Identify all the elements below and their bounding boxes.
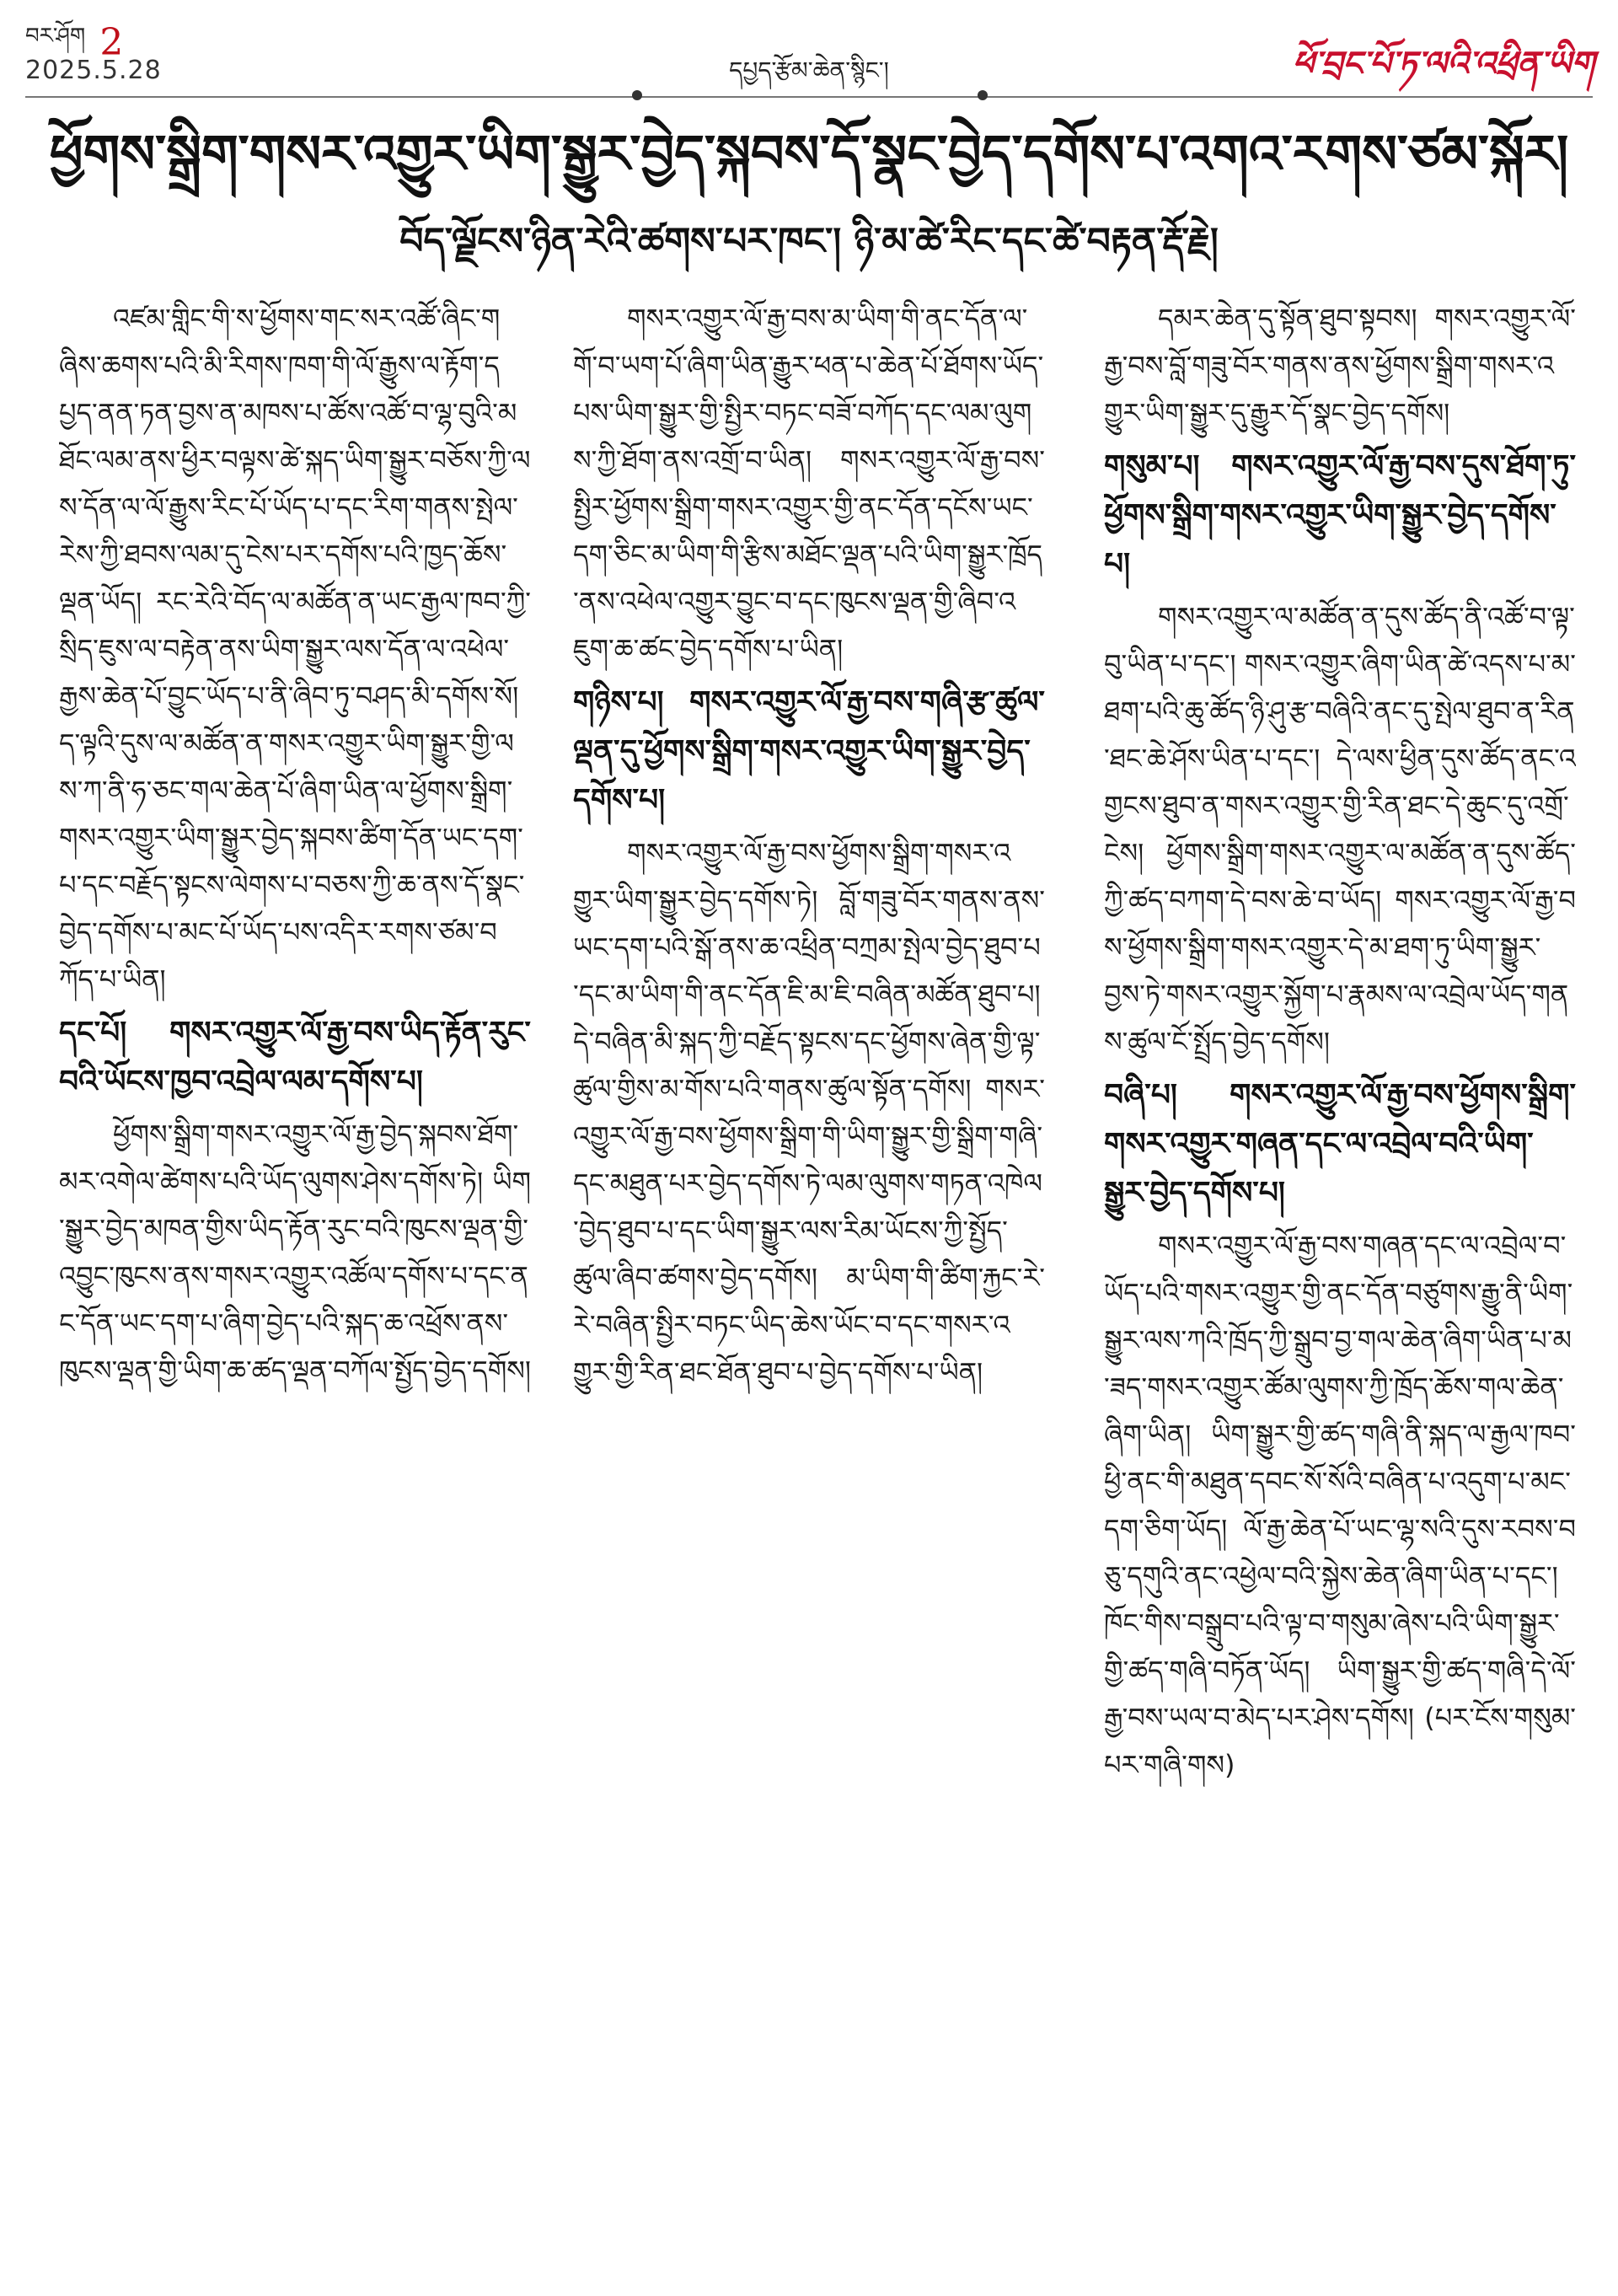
text-column-3 [1104, 295, 1576, 2284]
text-column-2 [573, 295, 1045, 2284]
page-number: 2 [99, 21, 124, 64]
section-name: དཔྱད་རྩོམ་ཆེན་སྙིང་། [729, 56, 889, 84]
text-column-1 [59, 295, 531, 2284]
paragraph [1104, 1222, 1576, 1789]
divider-dot-right [978, 90, 988, 100]
section-heading: བཞི་པ། གསར་འགྱུར་ལོ་རྒྱ་བས་ཕྱོགས་སྒྲིག་གསར་འགྱུར་གཞན་དང་ལ་འབྲེལ་བའི་ཡིག་སྒྱུར་བྱེད་དགོས་པ། [1104, 1077, 1576, 1210]
issue-date: 2025.5.28 [25, 56, 162, 85]
section-heading: གསུམ་པ། གསར་འགྱུར་ལོ་རྒྱ་བས་དུས་ཐོག་ཏུ་ཕྱོགས་སྒྲིག་གསར་འགྱུར་ཡིག་སྒྱུར་བྱེད་དགོས་པ། [1104, 448, 1576, 582]
paragraph: དམར་ཆེན་དུ་སྟོན་ཐུབ་སྟབས། གསར་འགྱུར་ལོ་རྒྱ་བས་བློ་གཟུ་བོར་གནས་ནས་ཕྱོགས་སྒྲིག་གསར་འགྱུར་ཡིག་སྒྱུར་དུ་རྒྱུར་དོ་སྣང་བྱེད་དགོས། [1104, 303, 1576, 429]
continued-note: (པར་ངོས་གསུམ་པར་གཞི་གས) [1104, 1702, 1576, 1781]
article-byline: བོད་ལྗོངས་ཉིན་རེའི་ཚགས་པར་ཁང་། ཉི་མ་ཚེ་རིང་དང་ཚེ་བརྟན་རྡོ་རྗེ། [399, 220, 1219, 263]
paragraph: གསར་འགྱུར་ལ་མཚོན་ན་དུས་ཚོད་ནི་འཚོ་བ་ལྟ་བུ་ཡིན་པ་དང་། གསར་འགྱུར་ཞིག་ཡིན་ཚེ་འདས་པ་མ་ཐག་པའི་ཆུ་ཚོད་ཉི་ཤུ་རྩ་བཞིའི་ནང་དུ་སྤེལ་ཐུབ་ན་རིན་ཐང་ཆེ་ཤོས་ཡིན་པ་དང་། དེ་ལས་ཕྱིན་དུས་ཚོད་ནང་འགྱངས་ཐུབ་ན་གསར་འགྱུར་གྱི་རིན་ཐང་དེ་ཆུང་དུ་འགྲོ་ངེས། ཕྱོགས་སྒྲིག་གསར་འགྱུར་ལ་མཚོན་ན་དུས་ཚོད་ཀྱི་ཚད་བཀག་དེ་བས་ཆེ་བ་ཡོད། གསར་འགྱུར་ལོ་རྒྱ་བས་ཕྱོགས་སྒྲིག་གསར་འགྱུར་དེ་མ་ཐག་ཏུ་ཡིག་སྒྱུར་བྱས་ཏེ་གསར་འགྱུར་སྐྱོག་པ་རྣམས་ལ་འབྲེལ་ཡོད་གནས་ཚུལ་ངོ་སྤྲོད་བྱེད་དགོས། [1104, 601, 1576, 1058]
paragraph: འཛམ་གླིང་གི་ས་ཕྱོགས་གང་སར་འཚོ་ཞིང་གཞིས་ཆགས་པའི་མི་རིགས་ཁག་གི་ལོ་རྒྱུས་ལ་རྟོག་དཔྱད་ནན་ཏན་བྱས་ན་མཁས་པ་ཚོས་འཚོ་བ་ལྷ་བུའི་མཐོང་ལམ་ནས་ཕྱིར་བལྟས་ཚེ་སྐད་ཡིག་སྒྱུར་བཅོས་ཀྱི་ལས་དོན་ལ་ལོ་རྒྱུས་རིང་པོ་ཡོད་པ་དང་རིག་གནས་སྤེལ་རེས་ཀྱི་ཐབས་ལམ་དུ་ངེས་པར་དགོས་པའི་ཁྱད་ཆོས་ལྡན་ཡོད། རང་རེའི་བོད་ལ་མཚོན་ན་ཡང་རྒྱལ་ཁབ་ཀྱི་སྲིད་ཇུས་ལ་བརྟེན་ནས་ཡིག་སྒྱུར་ལས་དོན་ལ་འཕེལ་རྒྱས་ཆེན་པོ་བྱུང་ཡོད་པ་ནི་ཞིབ་ཏུ་བཤད་མི་དགོས་སོ། ད་ལྟའི་དུས་ལ་མཚོན་ན་གསར་འགྱུར་ཡིག་སྒྱུར་གྱི་ལས་ཀ་ནི་ཧ་ཅང་གལ་ཆེན་པོ་ཞིག་ཡིན་ལ་ཕྱོགས་སྒྲིག་གསར་འགྱུར་ཡིག་སྒྱུར་བྱེད་སྐབས་ཚིག་དོན་ཡང་དག་པ་དང་བརྗོད་སྟངས་ལེགས་པ་བཅས་ཀྱི་ཆ་ནས་དོ་སྣང་བྱེད་དགོས་པ་མང་པོ་ཡོད་པས་འདིར་རགས་ཙམ་བཀོད་པ་ཡིན། [59, 303, 531, 995]
masthead-calligraphy: ཕོ་བྲང་པོ་ཏ་ལའི་འཕྲིན་ཡིག [1292, 44, 1594, 83]
page-label: བར་ཤོག [25, 24, 86, 49]
page-header [0, 0, 1618, 101]
section-heading: དང་པོ། གསར་འགྱུར་ལོ་རྒྱ་བས་ཡིད་རྟོན་རུང་བའི་ཡོངས་ཁྱབ་འབྲེལ་ལམ་དགོས་པ། [59, 1015, 531, 1099]
header-divider [25, 96, 1593, 98]
paragraph: གསར་འགྱུར་ལོ་རྒྱ་བས་ཕྱོགས་སྒྲིག་གསར་འགྱུར་ཡིག་སྒྱུར་བྱེད་དགོས་ཏེ། བློ་གཟུ་བོར་གནས་ནས་ཡང་དག་པའི་སྒོ་ནས་ཆ་འཕྲིན་བཀྲམ་སྤེལ་བྱེད་ཐུབ་པ་དང་མ་ཡིག་གི་ནང་དོན་ཇི་མ་ཇི་བཞིན་མཚོན་ཐུབ་པ། དེ་བཞིན་མི་སྐད་ཀྱི་བརྗོད་སྟངས་དང་ཕྱོགས་ཞེན་གྱི་ལྟ་ཚུལ་གྱིས་མ་གོས་པའི་གནས་ཚུལ་སྟོན་དགོས། གསར་འགྱུར་ལོ་རྒྱ་བས་ཕྱོགས་སྒྲིག་གི་ཡིག་སྒྱུར་གྱི་སྒྲིག་གཞི་དང་མཐུན་པར་བྱེད་དགོས་ཏེ་ལམ་ལུགས་གཏན་འཁེལ་བྱེད་ཐུབ་པ་དང་ཡིག་སྒྱུར་ལས་རིམ་ཡོངས་ཀྱི་སྤྱོད་ཚུལ་ཞིབ་ཚགས་བྱེད་དགོས། མ་ཡིག་གི་ཚིག་རྐྱང་རེ་རེ་བཞིན་སྤྱིར་བཏང་ཡིད་ཆེས་ཡོང་བ་དང་གསར་འགྱུར་གྱི་རིན་ཐང་ཐོན་ཐུབ་པ་བྱེད་དགོས་པ་ཡིན། [573, 837, 1045, 1388]
paragraph: གསར་འགྱུར་ལོ་རྒྱ་བས་མ་ཡིག་གི་ནང་དོན་ལ་གོ་བ་ཡག་པོ་ཞིག་ཡིན་རྒྱུར་ཕན་པ་ཆེན་པོ་ཐོགས་ཡོད་པས་ཡིག་སྒྱུར་གྱི་སྤྱིར་བཏང་བཟོ་བཀོད་དང་ལམ་ལུགས་ཀྱི་ཐོག་ནས་འགྲོ་བ་ཡིན། གསར་འགྱུར་ལོ་རྒྱ་བས་སྤྱིར་ཕྱོགས་སྒྲིག་གསར་འགྱུར་གྱི་ནང་དོན་དངོས་ཡང་དག་ཅིང་མ་ཡིག་གི་རྩིས་མཐོང་ལྡན་པའི་ཡིག་སྒྱུར་ཁྲོད་ནས་འཕེལ་འགྱུར་བྱུང་བ་དང་ཁུངས་ལྡན་གྱི་ཞིབ་འཇུག་ཆ་ཚང་བྱེད་དགོས་པ་ཡིན། [573, 303, 1045, 665]
section-heading: གཉིས་པ། གསར་འགྱུར་ལོ་རྒྱ་བས་གཞི་རྩ་ཚུལ་ལྡན་དུ་ཕྱོགས་སྒྲིག་གསར་འགྱུར་ཡིག་སྒྱུར་བྱེད་དགོས་པ། [573, 684, 1045, 818]
article-title: ཕྱོགས་སྒྲིག་གསར་འགྱུར་ཡིག་སྒྱུར་བྱེད་སྐབས་དོ་སྣང་བྱེད་དགོས་པ་འགའ་རགས་ཙམ་སྐོར། [49, 123, 1569, 185]
paragraph-text: གསར་འགྱུར་ལོ་རྒྱ་བས་གཞན་དང་ལ་འབྲེལ་བ་ཡོད་པའི་གསར་འགྱུར་གྱི་ནང་དོན་བཙུགས་རྒྱུ་ནི་ཡིག་སྒྱུར་ལས་ཀའི་ཁྲོད་ཀྱི་སྒྲུབ་བྱ་གལ་ཆེན་ཞིག་ཡིན་པ་མ་ཟད་གསར་འགྱུར་ཚོམ་ལུགས་ཀྱི་ཁྲོད་ཆོས་གལ་ཆེན་ཞིག་ཡིན། ཡིག་སྒྱུར་གྱི་ཚད་གཞི་ནི་སྐད་ལ་རྒྱལ་ཁབ་ཕྱི་ནང་གི་མཐུན་དབང་སོ་སོའི་བཞིན་པ་འདུག་པ་མང་དག་ཅིག་ཡོད། ལོ་རྒྱ་ཆེན་པོ་ཡང་ལྷ་སའི་དུས་རབས་བཅུ་དགུའི་ནང་འཕྱེལ་བའི་སྐྱེས་ཆེན་ཞིག་ཡིན་པ་དང་། ཁོང་གིས་བསྒྲུབ་པའི་ལྟ་བ་གསུམ་ཞེས་པའི་ཡིག་སྒྱུར་གྱི་ཚད་གཞི་བཏོན་ཡོད། ཡིག་སྒྱུར་གྱི་ཚད་གཞི་དེ་ལོ་རྒྱ་བས་ཡལ་བ་མེད་པར་ཤེས་དགོས། [1104, 1230, 1576, 1734]
paragraph: ཕྱོགས་སྒྲིག་གསར་འགྱུར་ལོ་རྒྱ་བྱེད་སྐབས་ཐོག་མར་འགེལ་ཚེགས་པའི་ཡོད་ལུགས་ཤེས་དགོས་ཏེ། ཡིག་སྒྱུར་བྱེད་མཁན་གྱིས་ཡིད་རྟོན་རུང་བའི་ཁུངས་ལྡན་གྱི་འབྱུང་ཁུངས་ནས་གསར་འགྱུར་འཚོལ་དགོས་པ་དང་ནང་དོན་ཡང་དག་པ་ཞིག་བྱེད་པའི་སྐད་ཆ་འཕྲོས་ནས་ཁུངས་ལྡན་གྱི་ཡིག་ཆ་ཚད་ལྡན་བཀོལ་སྤྱོད་བྱེད་དགོས། [59, 1118, 531, 1387]
divider-dot-left [632, 90, 642, 100]
